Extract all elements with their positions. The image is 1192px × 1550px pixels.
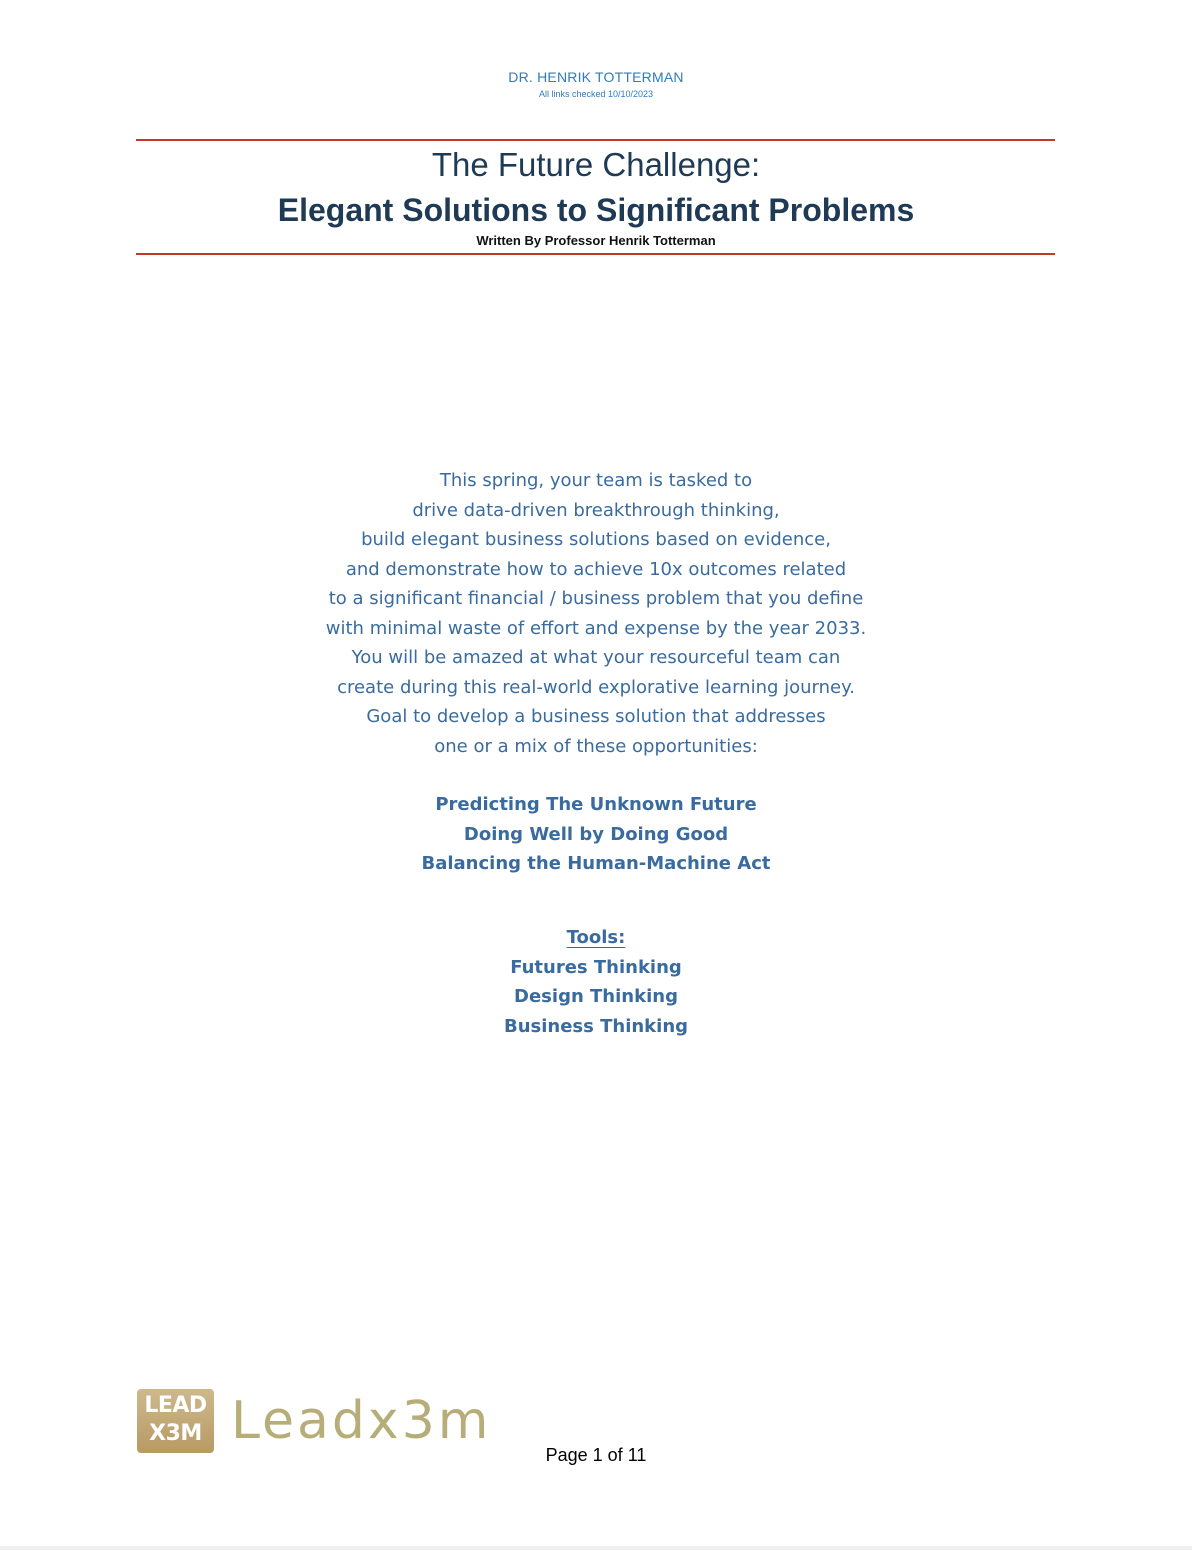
tool-item: Futures Thinking <box>510 956 682 978</box>
author-header: DR. HENRIK TOTTERMAN <box>508 69 684 85</box>
logo-badge-line2: X3M <box>149 1421 202 1446</box>
body-line: create during this real-world explorative learning journey. <box>337 676 855 698</box>
opportunity-item: Balancing the Human-Machine Act <box>421 853 771 874</box>
body-line: to a significant financial / business problem that you define <box>328 588 864 609</box>
logo-badge-line1: LEAD <box>144 1393 207 1418</box>
tools-section <box>0 923 1192 1041</box>
opportunity-item: Predicting The Unknown Future <box>435 794 757 815</box>
tool-item: Business Thinking <box>503 1015 689 1037</box>
body-line: This spring, your team is tasked to <box>439 470 753 491</box>
page-number: Page 1 of 11 <box>545 1445 647 1465</box>
document-subtitle: Elegant Solutions to Significant Problems <box>277 192 915 228</box>
links-checked-note: All links checked 10/10/2023 <box>538 89 654 99</box>
body-line: one or a mix of these opportunities: <box>434 735 758 757</box>
leadx3m-wordmark: Leadx3m <box>231 1391 492 1451</box>
page-bottom-edge <box>0 1546 1192 1550</box>
body-line: You will be amazed at what your resourceful team can <box>351 647 841 668</box>
opportunities-list <box>0 790 1192 879</box>
opportunity-item: Doing Well by Doing Good <box>463 823 729 845</box>
challenge-description <box>0 466 1192 761</box>
document-title: The Future Challenge: <box>431 146 761 183</box>
title-bottom-rule <box>136 253 1055 255</box>
tools-heading: Tools: <box>566 927 626 948</box>
title-top-rule <box>136 139 1055 141</box>
body-line: build elegant business solutions based on evidence, <box>361 529 831 550</box>
leadx3m-logo-badge <box>137 1389 214 1453</box>
body-line: and demonstrate how to achieve 10x outcomes related <box>345 558 847 580</box>
body-line: Goal to develop a business solution that addresses <box>366 706 826 727</box>
author-byline: Written By Professor Henrik Totterman <box>476 233 716 248</box>
body-line: drive data-driven breakthrough thinking, <box>412 499 780 521</box>
tool-item: Design Thinking <box>514 986 678 1007</box>
body-line: with minimal waste of effort and expense by the year 2033. <box>325 617 867 639</box>
